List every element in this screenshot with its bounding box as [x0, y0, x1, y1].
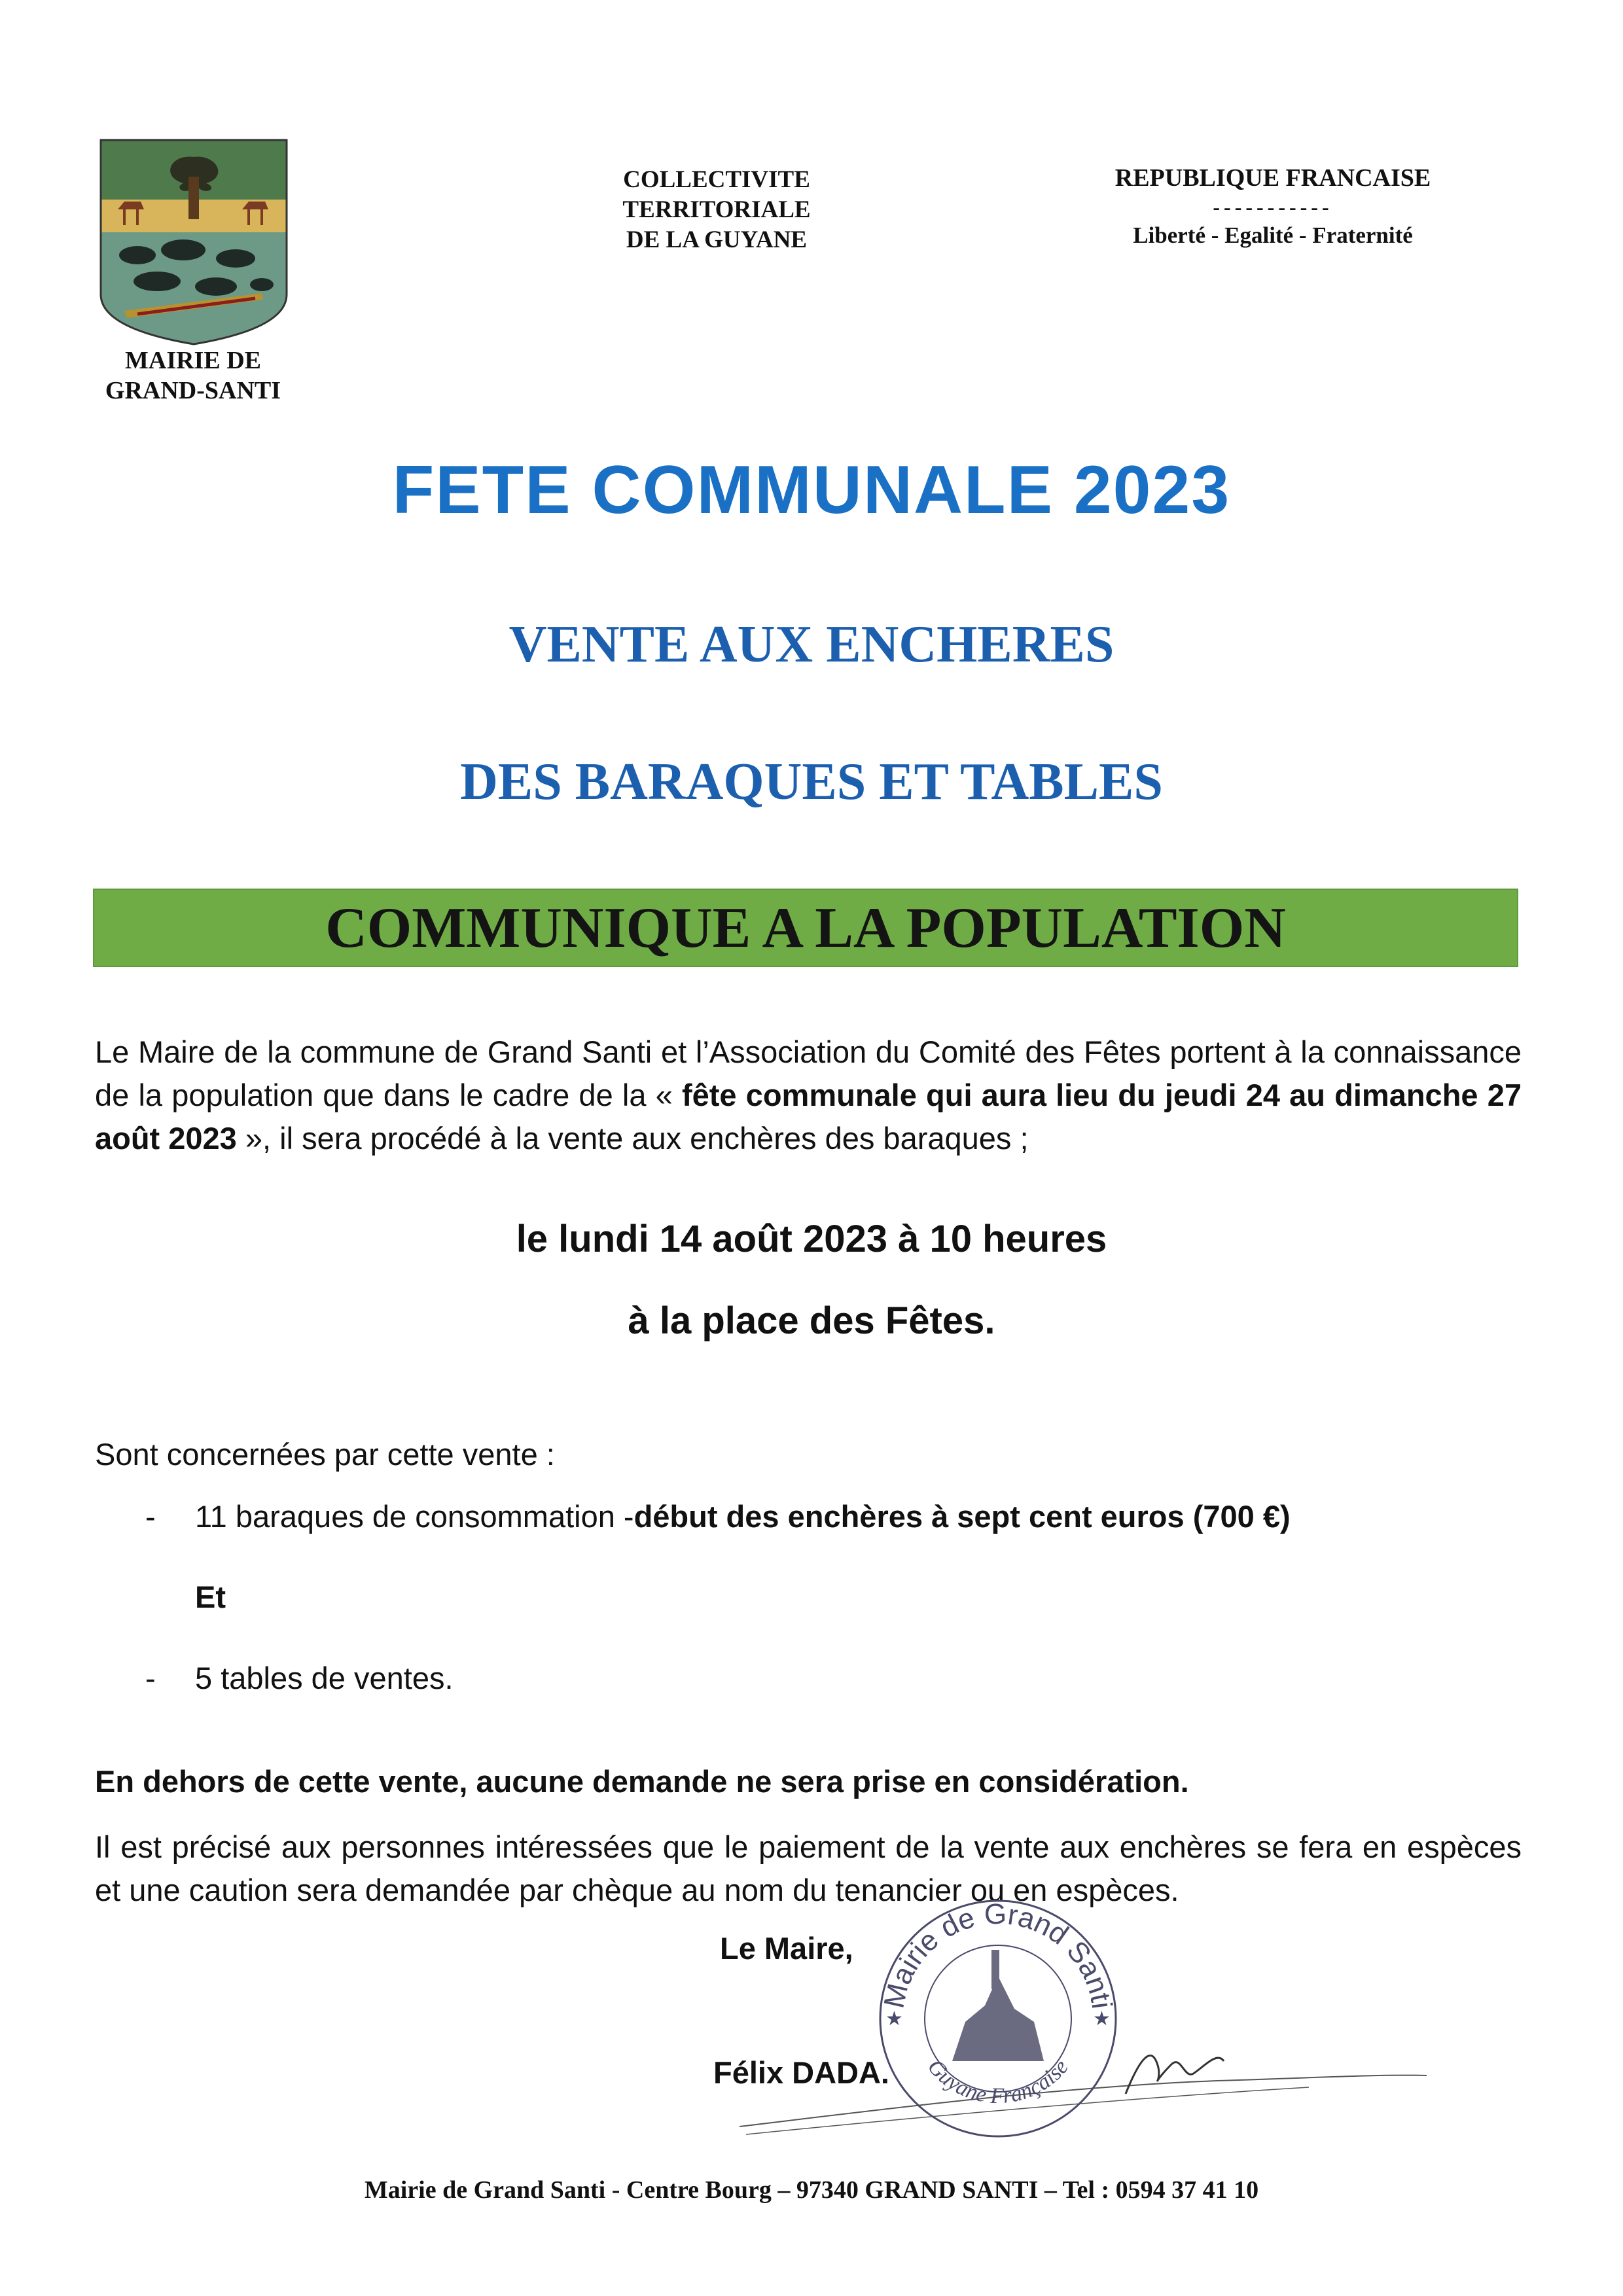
- crest-label: [65, 345, 321, 406]
- intro-text: Le Maire de la commune de Grand Santi et l’Association du Comité des Fêtes portent à la connaissance de la population que dans le cadre de la «: [95, 1034, 1522, 1112]
- list-connector: Et: [195, 1580, 226, 1614]
- crest-label-line1: MAIRIE DE: [125, 347, 261, 374]
- collectivity-line3: DE LA GUYANE: [626, 226, 808, 253]
- intro-text-end: », il sera procédé à la vente aux enchères des baraques ;: [236, 1121, 1029, 1156]
- stamp-bottom-text: Guyane Française: [922, 2055, 1073, 2109]
- svg-text:★: ★: [1093, 2007, 1111, 2030]
- list-item-dash: -: [145, 1499, 156, 1534]
- auction-place: à la place des Fêtes.: [628, 1299, 995, 1342]
- banner-text: COMMUNIQUE A LA POPULATION: [325, 896, 1286, 960]
- exclusion-notice: En dehors de cette vente, aucune demande ne sera prise en considération.: [95, 1764, 1189, 1799]
- republic-motto: Liberté - Egalité - Fraternité: [1133, 222, 1413, 248]
- svg-text:★: ★: [885, 2007, 903, 2030]
- stamp-top-text: Mairie de Grand Santi: [878, 1898, 1118, 2011]
- intro-event-dates: fête communale qui aura lieu du jeudi 24 au dimanche 27 août 2023: [95, 1078, 1522, 1156]
- republic-separator: -----------: [1213, 195, 1333, 219]
- list-item-stalls: [195, 1498, 1291, 1534]
- collectivity-line2: TERRITORIALE: [622, 196, 811, 223]
- subtitle-stalls: DES BARAQUES ET TABLES: [460, 753, 1163, 811]
- republic-title: REPUBLIQUE FRANCAISE: [1115, 164, 1431, 192]
- payment-paragraph: Il est précisé aux personnes intéressées que le paiement de la vente aux enchères se fera en espèces et une caution sera demandée par chèque au nom du tenancier ou en espèces.: [95, 1829, 1522, 1907]
- collectivity-header: [524, 165, 910, 255]
- list-item-dash: -: [145, 1661, 156, 1695]
- stalls-count: 11 baraques de consommation -: [195, 1499, 634, 1534]
- footer-address: Mairie de Grand Santi - Centre Bourg – 97340 GRAND SANTI – Tel : 0594 37 41 10: [364, 2176, 1259, 2204]
- announcement-banner: [93, 889, 1518, 967]
- main-title: FETE COMMUNALE 2023: [392, 452, 1231, 528]
- list-item-tables: 5 tables de ventes.: [195, 1661, 454, 1695]
- auction-date: le lundi 14 août 2023 à 10 heures: [516, 1218, 1107, 1260]
- subtitle-auction: VENTE AUX ENCHERES: [508, 616, 1115, 673]
- grand-santi-coat-of-arms: [98, 137, 289, 347]
- mayor-name: Félix DADA.: [713, 2055, 889, 2090]
- town-hall-stamp: [867, 1891, 1129, 2140]
- stalls-starting-price: début des enchères à sept cent euros (700 €): [633, 1499, 1291, 1534]
- collectivity-line1: COLLECTIVITE: [623, 166, 810, 193]
- mayor-title: Le Maire,: [720, 1931, 853, 1966]
- crest-label-line2: GRAND-SANTI: [105, 377, 281, 404]
- intro-paragraph: [95, 1031, 1522, 1160]
- concerned-intro: Sont concernées par cette vente :: [95, 1437, 555, 1472]
- republic-header: [1034, 162, 1512, 251]
